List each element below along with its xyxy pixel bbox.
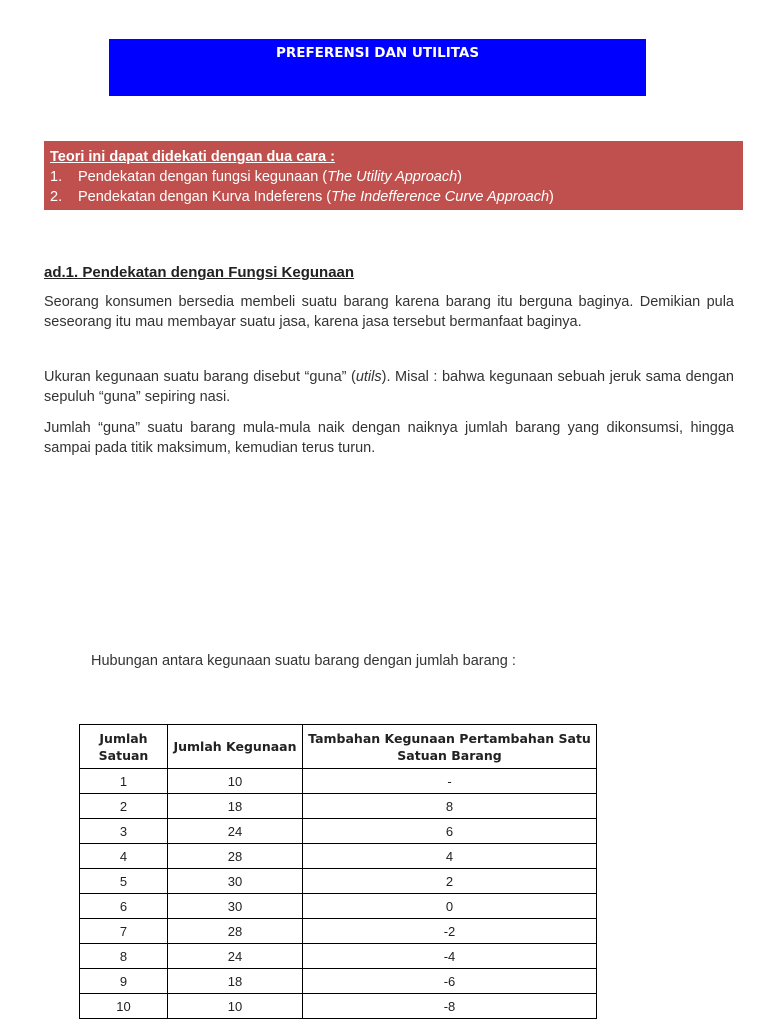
cell-jumlah-satuan: 8	[80, 944, 168, 969]
intro-item-italic: The Utility Approach	[327, 169, 458, 185]
cell-tambahan-kegunaan: -4	[303, 944, 597, 969]
title-banner	[109, 39, 646, 96]
header-tambahan-kegunaan: Tambahan Kegunaan Pertambahan Satu Satuan Barang	[303, 725, 597, 769]
cell-jumlah-kegunaan: 18	[168, 794, 303, 819]
cell-jumlah-satuan: 10	[80, 994, 168, 1019]
cell-tambahan-kegunaan: 6	[303, 819, 597, 844]
paragraph-3: Jumlah “guna” suatu barang mula-mula naik dengan naiknya jumlah barang yang dikonsumsi, hingga sampai pada titik maksimum, kemudian terus turun.	[44, 420, 734, 456]
cell-tambahan-kegunaan: -6	[303, 969, 597, 994]
intro-item-text: Pendekatan dengan Kurva Indeferens (	[78, 189, 332, 205]
intro-item-number: 2.	[50, 189, 63, 205]
cell-tambahan-kegunaan: -8	[303, 994, 597, 1019]
cell-jumlah-kegunaan: 28	[168, 919, 303, 944]
intro-item-italic: The Indefference Curve Approach	[331, 189, 550, 205]
cell-jumlah-satuan: 9	[80, 969, 168, 994]
table-row	[80, 769, 597, 794]
cell-jumlah-satuan: 1	[80, 769, 168, 794]
cell-jumlah-satuan: 5	[80, 869, 168, 894]
cell-jumlah-satuan: 4	[80, 844, 168, 869]
intro-item-number: 1.	[50, 169, 63, 185]
paragraph-1: Seorang konsumen bersedia membeli suatu barang karena barang itu berguna baginya. Demikian pula seseorang itu mau membayar suatu jasa, karena jasa tersebut bermanfaat baginya.	[44, 294, 734, 330]
cell-tambahan-kegunaan: -	[303, 769, 597, 794]
intro-box	[44, 141, 743, 210]
cell-tambahan-kegunaan: 2	[303, 869, 597, 894]
section-heading: ad.1. Pendekatan dengan Fungsi Kegunaan	[44, 264, 355, 281]
intro-item-end: )	[457, 169, 462, 185]
table-row	[80, 794, 597, 819]
cell-jumlah-kegunaan: 30	[168, 894, 303, 919]
cell-tambahan-kegunaan: 0	[303, 894, 597, 919]
cell-tambahan-kegunaan: 4	[303, 844, 597, 869]
table-row	[80, 819, 597, 844]
intro-item-2	[50, 187, 743, 207]
paragraph-2-end: ). Misal : bahwa kegunaan sebuah jeruk sama dengan sepuluh “guna” sepiring nasi.	[44, 369, 734, 405]
cell-jumlah-satuan: 2	[80, 794, 168, 819]
cell-jumlah-satuan: 7	[80, 919, 168, 944]
intro-item-1	[50, 167, 743, 187]
table-row	[80, 919, 597, 944]
table-row	[80, 844, 597, 869]
table-row	[80, 869, 597, 894]
table-row	[80, 894, 597, 919]
cell-tambahan-kegunaan: 8	[303, 794, 597, 819]
intro-item-text: Pendekatan dengan fungsi kegunaan (	[78, 169, 328, 185]
table-header-row	[80, 725, 597, 769]
cell-jumlah-kegunaan: 10	[168, 994, 303, 1019]
table-row	[80, 944, 597, 969]
table-row	[80, 969, 597, 994]
cell-jumlah-kegunaan: 24	[168, 944, 303, 969]
cell-jumlah-kegunaan: 18	[168, 969, 303, 994]
table-caption: Hubungan antara kegunaan suatu barang dengan jumlah barang :	[91, 653, 516, 669]
cell-jumlah-kegunaan: 10	[168, 769, 303, 794]
header-jumlah-satuan: Jumlah Satuan	[80, 725, 168, 769]
paragraph-2-italic: utils	[355, 369, 382, 385]
cell-jumlah-kegunaan: 24	[168, 819, 303, 844]
intro-item-end: )	[549, 189, 554, 205]
utility-table	[79, 724, 597, 1019]
intro-heading: Teori ini dapat didekati dengan dua cara :	[50, 149, 335, 165]
page-title: PREFERENSI DAN UTILITAS	[275, 45, 480, 61]
table-row	[80, 994, 597, 1019]
cell-jumlah-satuan: 6	[80, 894, 168, 919]
paragraph-2-start: Ukuran kegunaan suatu barang disebut “guna” (	[44, 369, 356, 385]
cell-jumlah-kegunaan: 28	[168, 844, 303, 869]
table-body	[80, 769, 597, 1019]
cell-jumlah-kegunaan: 30	[168, 869, 303, 894]
cell-tambahan-kegunaan: -2	[303, 919, 597, 944]
paragraph-2	[44, 367, 734, 407]
header-jumlah-kegunaan: Jumlah Kegunaan	[168, 725, 303, 769]
cell-jumlah-satuan: 3	[80, 819, 168, 844]
